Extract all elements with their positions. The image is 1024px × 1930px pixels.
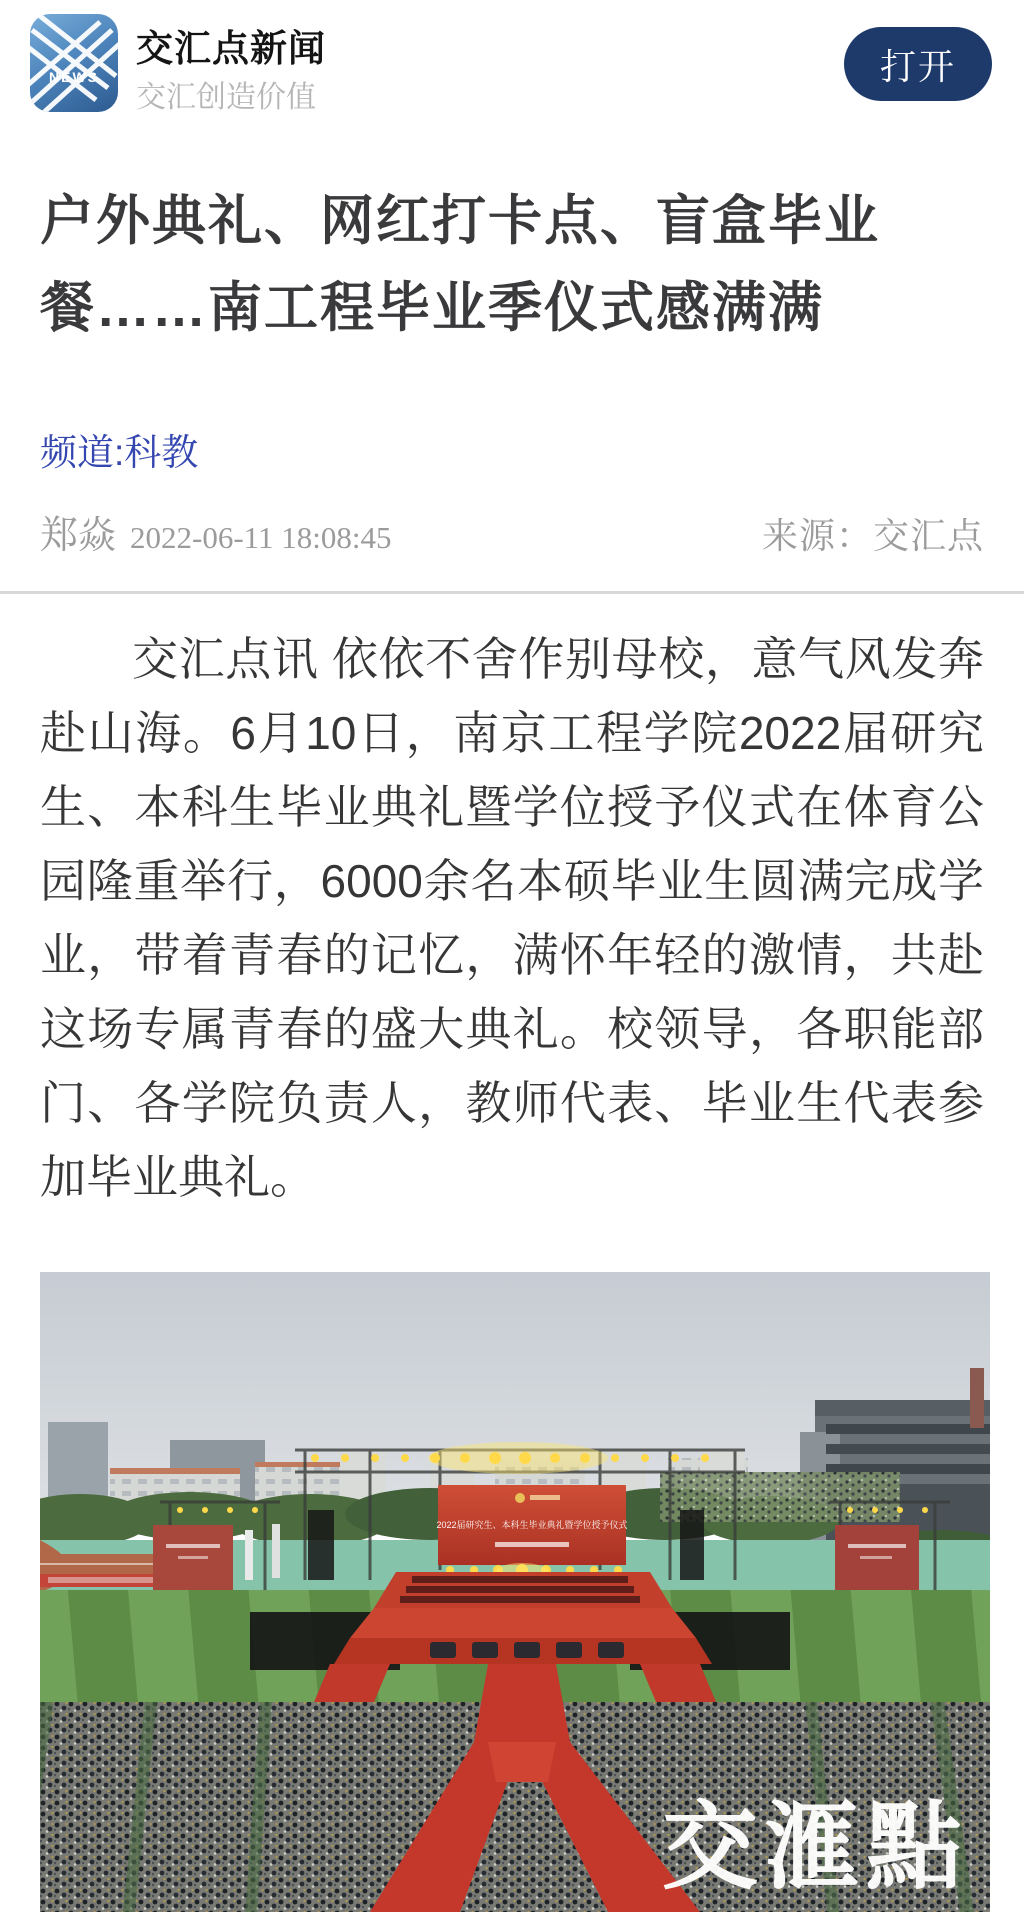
article-paragraph: 交汇点讯 依依不舍作别母校，意气风发奔赴山海。6月10日，南京工程学院2022届研究生、本科生毕业典礼暨学位授予仪式在体育公园隆重举行，6000余名本硕毕业生圆满完成学业，带着青春的记忆，满怀年轻的激情，共赴这场专属青春的盛大典礼。校领导，各职能部门、各学院负责人，教师代表、毕业生代表参加毕业典礼。 bbox=[40, 633, 984, 1203]
author-name: 郑焱 bbox=[40, 515, 117, 557]
article-title: 户外典礼、网红打卡点、盲盒毕业餐……南工程毕业季仪式感满满 bbox=[40, 191, 880, 338]
logo-ribbon-lines bbox=[30, 16, 118, 112]
article-meta bbox=[40, 504, 984, 559]
watermark-text: 交滙點 bbox=[662, 1794, 968, 1901]
section-divider bbox=[0, 591, 1024, 594]
photo-main-screen bbox=[436, 1485, 627, 1565]
channel-link[interactable]: 频道:科教 bbox=[40, 432, 199, 473]
app-subtitle: 交汇创造价值 bbox=[136, 81, 316, 114]
publish-time: 2022-06-11 18:08:45 bbox=[130, 520, 392, 555]
app-logo-icon bbox=[30, 14, 118, 112]
open-app-button[interactable]: 打开 bbox=[844, 27, 992, 101]
app-title: 交汇点新闻 bbox=[136, 28, 326, 69]
article-photo-graduation-ceremony[interactable] bbox=[40, 1272, 990, 1912]
logo-news-text: NEWS bbox=[49, 69, 99, 85]
app-banner bbox=[0, 0, 1024, 130]
source-label: 来源：交汇点 bbox=[761, 515, 984, 556]
photo-screen-title-text: 2022届研究生、本科生毕业典礼暨学位授予仪式 bbox=[436, 1520, 628, 1530]
